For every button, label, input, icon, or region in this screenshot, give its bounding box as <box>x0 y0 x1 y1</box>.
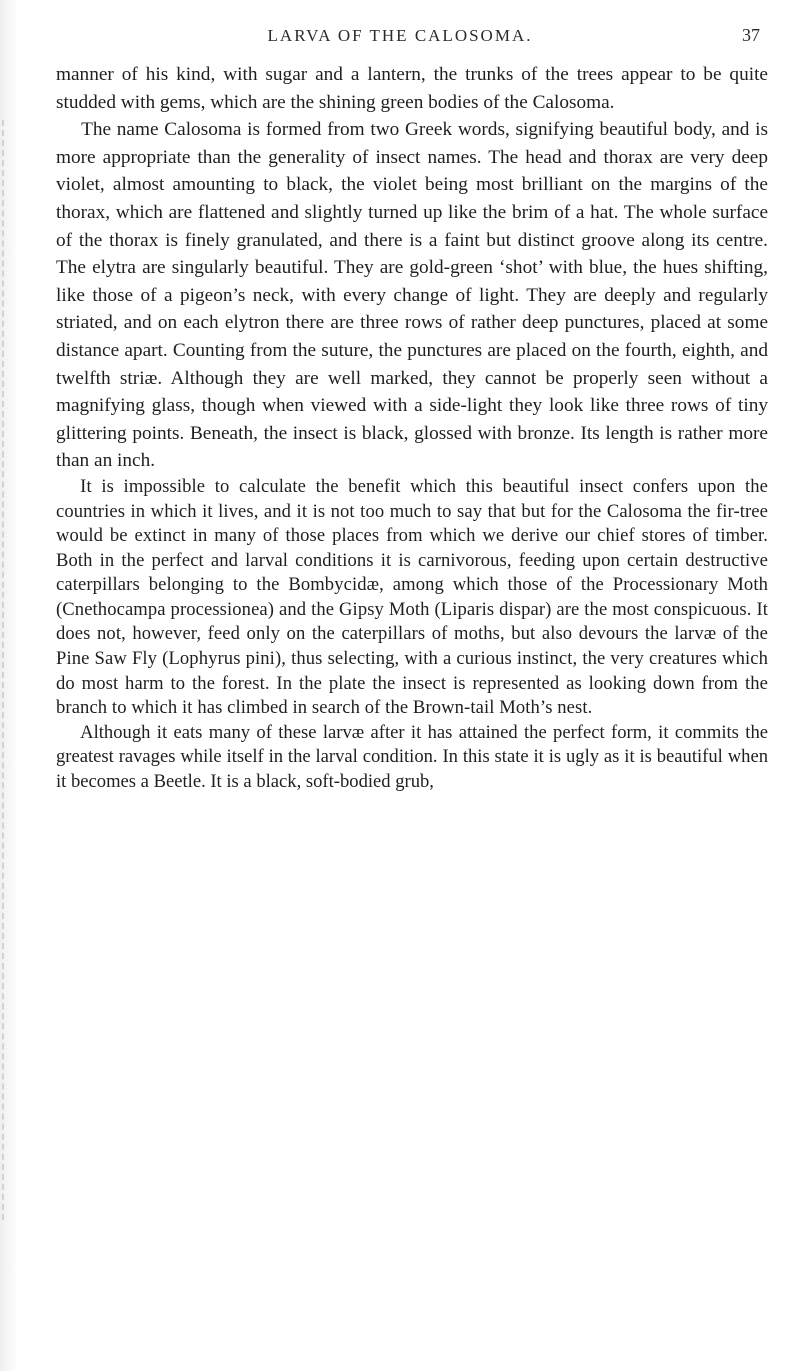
body-text <box>56 61 768 795</box>
page-number: 37 <box>742 25 760 45</box>
gutter-shadow <box>2 120 8 1220</box>
running-title: LARVA OF THE CALOSOMA. <box>267 26 533 45</box>
paragraph-continuation: manner of his kind, with sugar and a lantern, the trunks of the trees appear to be quite studded with gems, which are the shining green bodies of the Calosoma. <box>56 64 768 113</box>
paragraph-benefit: It is impossible to calculate the benefit which this beautiful insect confers upon the countries in which it lives, and it is not too much to say that but for the Calosoma the fir-tree would be extinct in many of those places from which we derive our chief stores of timber. Both in the perfect and larval conditions it is carnivorous, feeding upon certain destructive caterpillars belonging to the Bombycidæ, among which those of the Processionary Moth (Cnethocampa processionea) and the Gipsy Moth (Liparis dispar) are the most conspicuous. It does not, however, feed only on the caterpillars of moths, but also devours the larvæ of the Pine Saw Fly (Lophyrus pini), thus selecting, with a curious instinct, the very creatures which do most harm to the forest. In the plate the insect is represented as looking down from the branch to which it has climbed in search of the Brown-tail Moth’s nest. <box>56 475 768 719</box>
paragraph-description: The name Calosoma is formed from two Greek words, signifying beautiful body, and is more appropriate than the generality of insect names. The head and thorax are very deep violet, almost amounting to black, the violet being most brilliant on the margins of the thorax, which are flattened and slightly turned up like the brim of a hat. The whole surface of the thorax is finely granulated, and there is a faint but distinct groove along its centre. The elytra are singularly beautiful. They are gold-green ‘shot’ with blue, the hues shifting, like those of a pigeon’s neck, with every change of light. They are deeply and regularly striated, and on each elytron there are three rows of rather deep punctures, placed at some distance apart. Counting from the suture, the punctures are placed on the fourth, eighth, and twelfth striæ. Although they are well marked, they cannot be properly seen without a magnifying glass, though when viewed with a side-light they look like three rows of tiny glittering points. Beneath, the insect is black, glossed with bronze. Its length is rather more than an inch. <box>56 119 768 472</box>
page-header <box>0 20 800 50</box>
paragraph-larva: Although it eats many of these larvæ after it has attained the perfect form, it commits the greatest ravages while itself in the larval condition. In this state it is ugly as it is beautiful when it becomes a Beetle. It is a black, soft-bodied grub, <box>56 721 768 793</box>
